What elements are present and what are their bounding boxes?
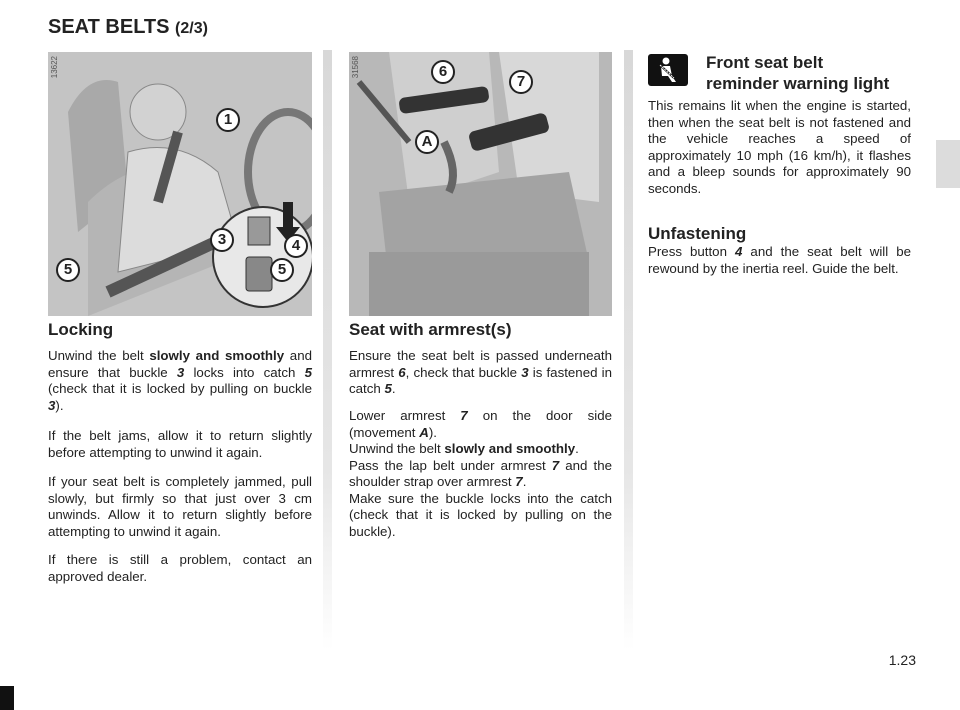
section-tab-marker: [936, 140, 960, 188]
callout-5b: 5: [270, 258, 294, 282]
page-number: 1.23: [888, 652, 916, 668]
warning-light-text: This remains lit when the engine is started, then when the seat belt is not fastened and the vehicle reaches a speed of approximately 10 mph (16 km/h), it flashes and a bleep sounds for approximately 90 seconds.: [648, 98, 911, 196]
locking-para-1: Unwind the belt slowly and smoothly and ensure that buckle 3 locks into catch 5 (check that it is locked by pulling on buckle 3).: [48, 348, 312, 413]
armrest-para-2: Lower armrest 7 on the door side (movement A). Unwind the belt slowly and smoothly. Pass the lap belt under armrest 7 and the shoulder strap over armrest 7. Make sure the buckle locks into the catch (check that it is locked by pulling on the buckle).: [349, 408, 613, 539]
title-subtitle: (2/3): [175, 20, 208, 37]
armrest-illustration: [349, 52, 612, 316]
figure-code-left: 13622: [50, 56, 59, 79]
heading-warning-light: Front seat belt reminder warning light: [706, 53, 890, 93]
callout-5: 5: [56, 258, 80, 282]
column-divider-2: [624, 50, 633, 650]
callout-4: 4: [284, 234, 308, 258]
locking-para-3: If your seat belt is completely jammed, pull slowly, but firmly so that just over 3 cm unwinds. Allow it to return slightly before attempting to unwind it again.: [48, 474, 312, 539]
callout-6: 6: [431, 60, 455, 84]
figure-seat-belt-driver: [48, 52, 312, 316]
callout-1: 1: [216, 108, 240, 132]
heading-seat-armrest: Seat with armrest(s): [349, 320, 512, 339]
figure-seat-armrest: [349, 52, 612, 316]
locking-para-2: If the belt jams, allow it to return slightly before attempting to unwind it again.: [48, 428, 312, 460]
callout-A: A: [415, 130, 439, 154]
armrest-para-1: Ensure the seat belt is passed underneath armrest 6, check that buckle 3 is fastened in catch 5.: [349, 348, 612, 396]
callout-3: 3: [210, 228, 234, 252]
unfastening-text: Press button 4 and the seat belt will be rewound by the inertia reel. Guide the belt.: [648, 244, 911, 276]
column-divider-1: [323, 50, 332, 650]
heading-locking: Locking: [48, 320, 114, 339]
corner-mark: [0, 686, 14, 710]
page-title: [48, 16, 208, 39]
locking-para-4: If there is still a problem, contact an approved dealer.: [48, 552, 312, 584]
figure-code-mid: 31568: [351, 56, 360, 79]
seatbelt-warning-icon: [648, 54, 688, 86]
title-text: SEAT BELTS: [48, 16, 170, 38]
heading-unfastening: Unfastening: [648, 224, 747, 243]
callout-7: 7: [509, 70, 533, 94]
